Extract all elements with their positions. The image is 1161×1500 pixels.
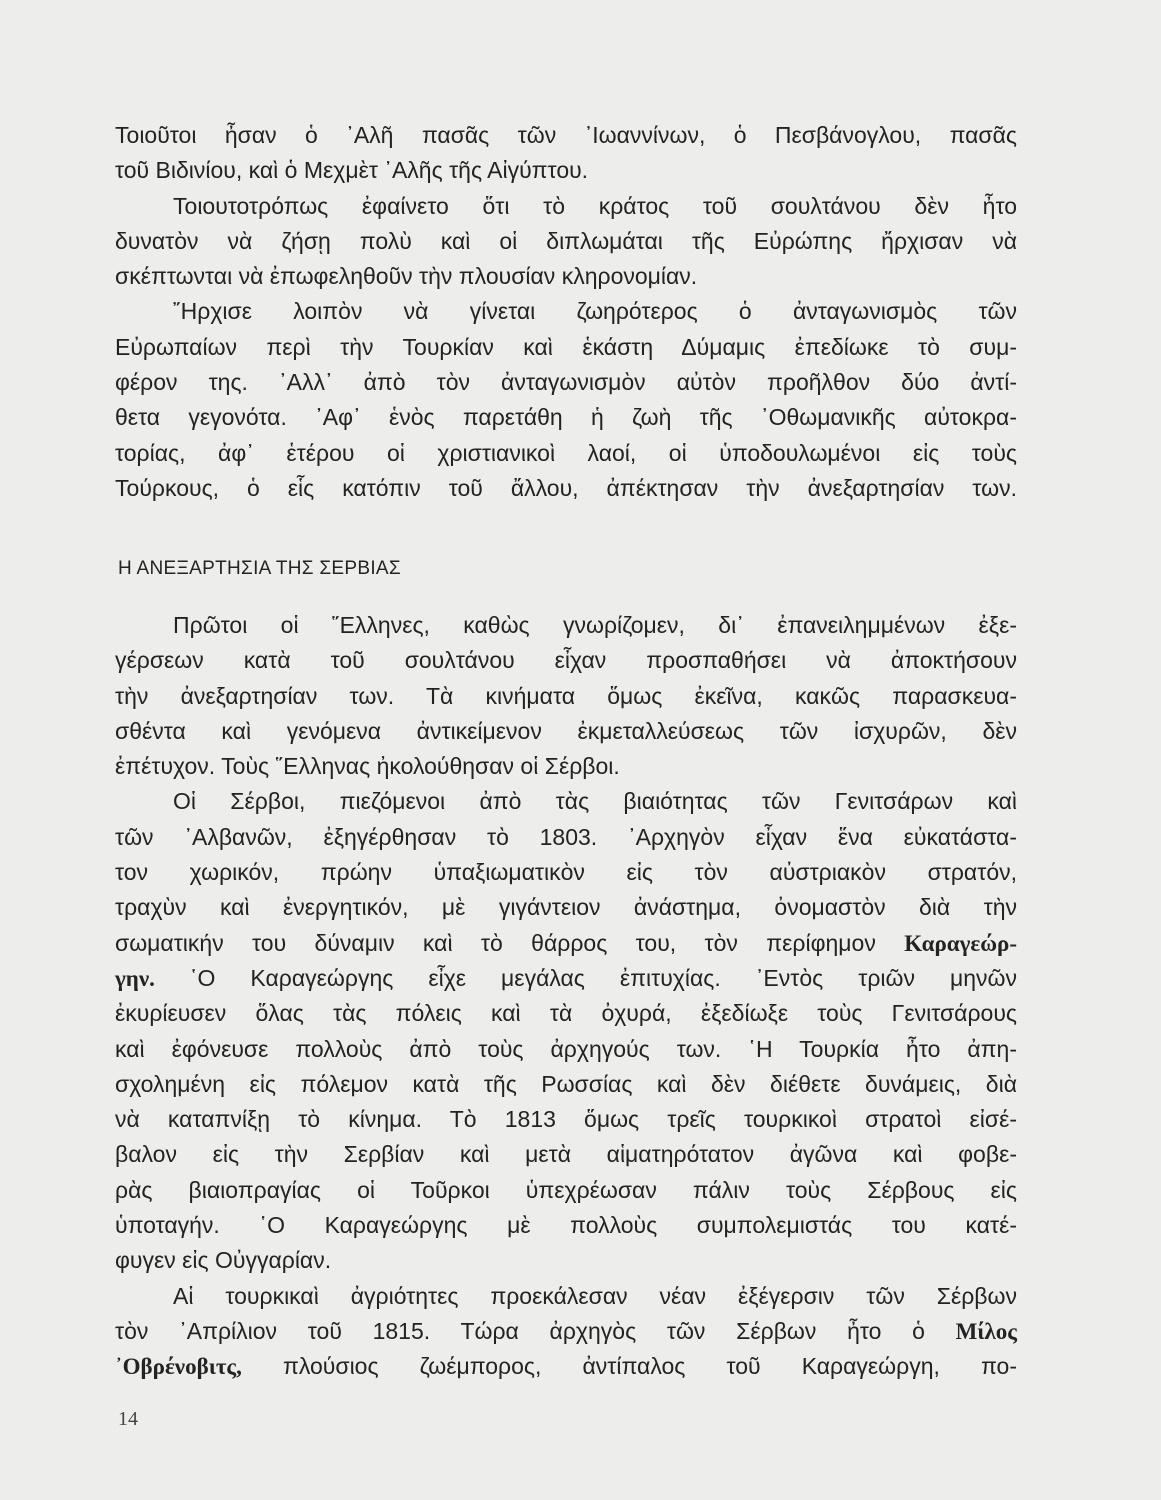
line-text: φυγεν εἰς Οὐγγαρίαν. [115,1247,332,1274]
line-text: τοῦ Βιδινίου, καὶ ὁ Μεχμὲτ ᾿Αλῆς τῆς Αἰγύπτου. [115,157,589,184]
text-line [115,996,1017,1031]
text-line [115,1314,1017,1349]
line-text: σκέπτωνται νὰ ἐπωφεληθοῦν τὴν πλουσίαν κληρονομίαν. [115,263,698,290]
text-line [115,471,1017,506]
text-line [115,1137,1017,1172]
line-text: ἐκυρίευσεν ὅλας τὰς πόλεις καὶ τὰ ὀχυρά, ἐξεδίωξε τοὺς Γενιτσάρους [115,1000,1017,1027]
text-line [115,294,1017,329]
line-text: Τούρκους, ὁ εἷς κατόπιν τοῦ ἄλλου, ἀπέκτησαν τὴν ἀνεξαρτησίαν των. [115,474,1017,501]
text-line [115,118,1017,153]
line-text: τορίας, ἀφ᾿ ἑτέρου οἱ χριστιανικοὶ λαοί, οἱ ὑποδουλωμένοι εἰς τοὺς [115,439,1017,466]
bold-name: γην. [115,965,155,991]
line-text: δυνατὸν νὰ ζήσῃ πολὺ καὶ οἱ διπλωμάται τῆς Εὐρώπης ἤρχισαν νὰ [115,227,1017,254]
bold-name: Μίλος [955,1318,1017,1344]
text-line [115,224,1017,259]
line-text: Πρῶτοι οἱ ῞Ελληνες, καθὼς γνωρίζομεν, δι᾿ ἐπανειλημμένων ἐξε- [173,612,1017,638]
text-line [115,189,1017,224]
text-line [115,330,1017,365]
text-line [115,259,1017,294]
line-text: νὰ καταπνίξῃ τὸ κίνημα. Τὸ 1813 ὅμως τρεῖς τουρκικοὶ στρατοὶ εἰσέ- [115,1106,1017,1133]
line-text: σχολημένη εἰς πόλεμον κατὰ τῆς Ρωσσίας καὶ δὲν διέθετε δυνάμεις, διὰ [115,1070,1017,1097]
line-text: γέρσεων κατὰ τοῦ σουλτάνου εἶχαν προσπαθήσει νὰ ἀποκτήσουν [115,647,1017,674]
line-text: ὑποταγήν. ῾Ο Καραγεώργης μὲ πολλοὺς συμπολεμιστάς του κατέ- [115,1212,1017,1239]
text-line [115,643,1017,678]
text-line [115,784,1017,819]
text-line [115,608,1017,643]
text-line [115,679,1017,714]
text-line [115,961,1017,996]
text-line [115,436,1017,471]
bold-name: ᾿Οβρένοβιτς, [115,1354,242,1380]
section-heading: Η ΑΝΕΞΑΡΤΗΣΙΑ ΤΗΣ ΣΕΡΒΙΑΣ [118,558,401,579]
line-text: σθέντα καὶ γενόμενα ἀντικείμενον ἐκμεταλλεύσεως τῶν ἰσχυρῶν, δὲν [115,717,1017,744]
text-line [115,749,1017,784]
text-line [115,890,1017,925]
line-text: τὴν ἀνεξαρτησίαν των. Τὰ κινήματα ὅμως ἐκεῖνα, κακῶς παρασκευα- [115,682,1017,709]
line-text: πλούσιος ζωέμπορος, ἀντίπαλος τοῦ Καραγεώργη, πο- [241,1353,1017,1380]
text-line [115,1243,1017,1278]
text-line [115,820,1017,855]
line-text: ῎Ηρχισε λοιπὸν νὰ γίνεται ζωηρότερος ὁ ἀνταγωνισμὸς τῶν [173,298,1017,325]
text-line [115,1102,1017,1137]
line-text: ῾Ο Καραγεώργης εἶχε μεγάλας ἐπιτυχίας. ᾿Εντὸς τριῶν μηνῶν [154,964,1017,991]
bold-name: Καραγεώρ- [904,930,1017,956]
text-line [115,855,1017,890]
line-text: τῶν ᾿Αλβανῶν, ἐξηγέρθησαν τὸ 1803. ᾿Αρχηγὸν εἶχαν ἕνα εὐκατάστα- [115,823,1017,850]
text-line [115,153,1017,188]
text-line [115,365,1017,400]
text-line [115,400,1017,435]
page-number: 14 [118,1408,138,1430]
text-line [115,1279,1017,1314]
line-text: τὸν ᾿Απρίλιον τοῦ 1815. Τώρα ἀρχηγὸς τῶν Σέρβων ἦτο ὁ [115,1317,956,1344]
line-text: Οἱ Σέρβοι, πιεζόμενοι ἀπὸ τὰς βιαιότητας τῶν Γενιτσάρων καὶ [173,788,1017,815]
line-text: βαλον εἰς τὴν Σερβίαν καὶ μετὰ αἱματηρότατον ἀγῶνα καὶ φοβε- [115,1141,1017,1168]
text-line [115,1173,1017,1208]
line-text: Τοιουτοτρόπως ἐφαίνετο ὅτι τὸ κράτος τοῦ σουλτάνου δὲν ἦτο [173,192,1017,219]
line-text: θετα γεγονότα. ᾿Αφ᾿ ἑνὸς παρετάθη ἡ ζωὴ τῆς ᾿Οθωμανικῆς αὐτοκρα- [115,404,1017,431]
text-line [115,714,1017,749]
text-line [115,1349,1017,1384]
text-line [115,1067,1017,1102]
paragraph-block-intro [115,118,1017,506]
line-text: καὶ ἐφόνευσε πολλοὺς ἀπὸ τοὺς ἀρχηγούς των. ῾Η Τουρκία ἦτο ἀπη- [115,1035,1017,1062]
line-text: ρὰς βιαιοπραγίας οἱ Τοῦρκοι ὑπεχρέωσαν πάλιν τοὺς Σέρβους εἰς [115,1176,1017,1203]
paragraph-block-serbia [115,608,1017,1385]
line-text: Τοιοῦτοι ἦσαν ὁ ᾿Αλῆ πασᾶς τῶν ᾿Ιωαννίνων, ὁ Πεσβάνογλου, πασᾶς [115,122,1017,148]
line-text: ἐπέτυχον. Τοὺς ῞Ελληνας ἠκολούθησαν οἱ Σέρβοι. [115,753,620,780]
line-text: τραχὺν καὶ ἐνεργητικόν, μὲ γιγάντειον ἀνάστημα, ὀνομαστὸν διὰ τὴν [115,894,1017,921]
text-line [115,1032,1017,1067]
line-text: Εὐρωπαίων περὶ τὴν Τουρκίαν καὶ ἑκάστη Δύμαμις ἐπεδίωκε τὸ συμ- [115,333,1017,360]
line-text: φέρον της. ᾿Αλλ᾿ ἀπὸ τὸν ἀνταγωνισμὸν αὐτὸν προῆλθον δύο ἀντί- [115,369,1017,396]
text-line [115,926,1017,961]
line-text: σωματικήν του δύναμιν καὶ τὸ θάρρος του, τὸν περίφημον [115,929,905,956]
text-line [115,1208,1017,1243]
line-text: Αἱ τουρκικαὶ ἀγριότητες προεκάλεσαν νέαν ἐξέγερσιν τῶν Σέρβων [173,1282,1017,1309]
line-text: τον χωρικόν, πρώην ὑπαξιωματικὸν εἰς τὸν αὐστριακὸν στρατόν, [115,859,1017,886]
